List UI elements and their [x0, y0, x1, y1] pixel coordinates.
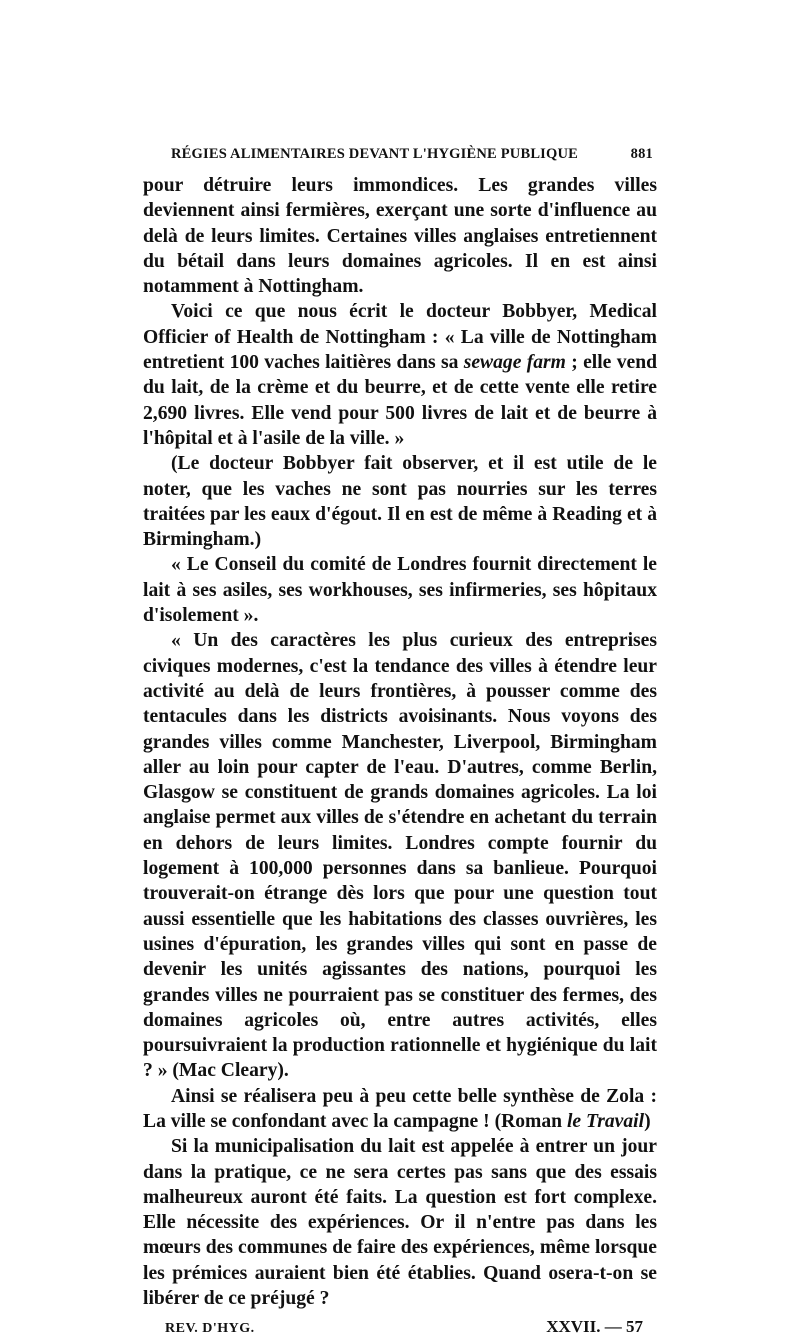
italic-term: sewage farm: [463, 352, 566, 374]
paragraph-4: [143, 552, 657, 628]
paragraph-6: [143, 1084, 657, 1135]
paragraph-7: [143, 1134, 657, 1311]
paragraph-text: pour détruire leurs immondices. Les grandes villes deviennent ainsi fermières, exerçant une sorte d'influence au delà de leurs limites. Certaines villes anglaises entretiennent du bétail dans leurs domaines agricoles. Il en est ainsi notamment à Nottingham.: [143, 175, 657, 298]
page-footer: [143, 1317, 657, 1337]
paragraph-5: [143, 628, 657, 1083]
page: [143, 146, 657, 1337]
paragraph-text: Ainsi se réalisera peu à peu cette belle synthèse de Zola : La ville se confondant avec la campagne ! (Roman: [143, 1085, 657, 1132]
paragraph-text: « Un des caractères les plus curieux des entreprises civiques modernes, c'est la tendance des villes à étendre leur activité au delà de leurs frontières, à pousser comme des tentacules dans les districts avoisinants. Nous voyons des grandes villes comme Manchester, Liverpool, Birmingham aller au loin pour capter de l'eau. D'autres, comme Berlin, Glasgow se constituent de grands domaines agricoles. La loi anglaise permet aux villes de s'étendre en achetant du terrain en dehors de leurs limites. Londres compte fournir du logement à 100,000 personnes dans sa banlieue. Pourquoi trouverait-on étrange dès lors que pour une question tout aussi essentielle que les habitations des classes ouvrières, les usines d'épuration, les grandes villes qui sont en passe de devenir les unités agissantes des nations, pourquoi les grandes villes ne pourraient pas se constituer des fermes, des domaines agricoles où, entre autres activités, elles poursuivraient la production rationnelle et hygiénique du lait ? » (Mac Cleary).: [143, 630, 657, 1082]
paragraph-text: ; elle vend du lait, de la crème et du beurre, et de cette vente elle retire 2,690 livres. Elle vend pour 500 livres de lait et de beurre à l'hôpital et à l'asile de la ville. »: [143, 352, 657, 449]
paragraph-text: « Le Conseil du comité de Londres fournit directement le lait à ses asiles, ses workhouses, ses infirmeries, ses hôpitaux d'isolement ».: [143, 554, 657, 627]
paragraph-1: [143, 173, 657, 299]
paragraph-text: (Le docteur Bobbyer fait observer, et il est utile de le noter, que les vaches ne sont pas nourries sur les terres traitées par les eaux d'égout. Il en est de même à Reading et à Birmingham.): [143, 453, 657, 551]
paragraph-text: Si la municipalisation du lait est appelée à entrer un jour dans la pratique, ce ne sera certes pas sans que des essais malheureux auront été faits. La question est fort complexe. Elle nécessite des expériences. Or il n'entre pas dans les mœurs des communes de faire des expériences, même lorsque les prémices auraient bien été établies. Quand osera-t-on se libérer de ce préjugé ?: [143, 1136, 657, 1310]
volume-signature: XXVII. — 57: [546, 1317, 643, 1337]
italic-title: le Travail: [566, 1110, 645, 1132]
paragraph-text: ): [644, 1110, 651, 1132]
paragraph-text: Voici ce que nous écrit le docteur Bobbyer, Medical Officier of Health de Nottingham : « La ville de Nottingham entretient 100 vaches laitières dans sa: [143, 301, 657, 374]
page-number: 881: [630, 146, 653, 162]
running-head: [143, 146, 657, 163]
paragraph-3: [143, 451, 657, 552]
body-text: [143, 173, 657, 1311]
journal-signature: REV. D'HYG.: [165, 1321, 255, 1337]
running-title: RÉGIES ALIMENTAIRES DEVANT L'HYGIÈNE PUBLIQUE: [171, 146, 579, 162]
paragraph-2: [143, 299, 657, 451]
